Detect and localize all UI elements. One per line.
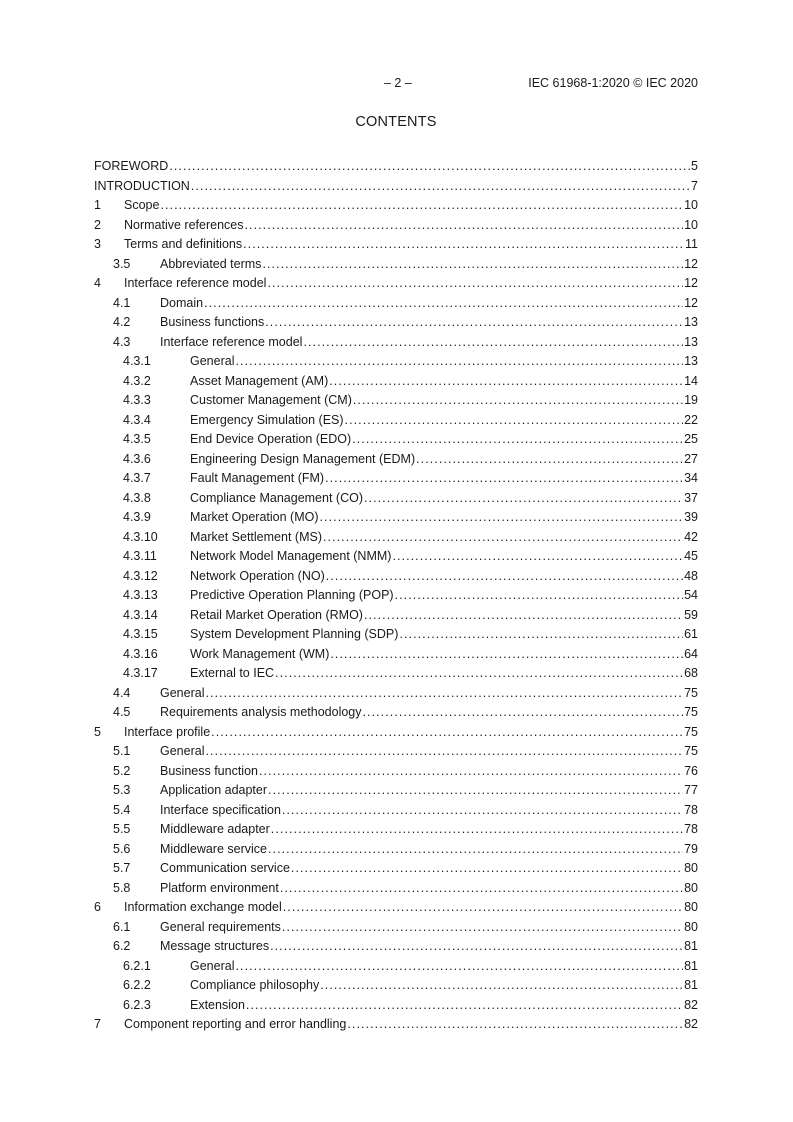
toc-entry-number: 4.3 [113,334,131,349]
toc-entry-page: 77 [683,781,698,801]
toc-entry-body [190,372,698,392]
table-of-contents [94,157,698,1035]
dot-leader [169,157,690,177]
toc-entry-number: 4.3.2 [123,373,151,388]
toc-entry-page: 78 [683,801,698,821]
toc-entry-label: Normative references [124,216,245,236]
toc-entry-label: General [190,352,235,372]
toc-entry-number: 5.5 [113,822,131,836]
toc-entry-body [124,723,698,743]
toc-entry[interactable] [94,606,698,626]
toc-entry-body [190,645,698,665]
toc-entry-body [124,216,698,236]
toc-entry-body [190,430,698,450]
toc-entry[interactable] [94,450,698,470]
dot-leader [399,625,683,645]
toc-entry-page: 12 [683,294,698,314]
toc-entry-label: Interface profile [124,723,211,743]
toc-entry-number: 5.3 [113,783,131,797]
toc-entry-body [190,976,698,996]
toc-entry-number: 5.6 [113,841,131,856]
toc-entry[interactable] [94,235,698,255]
toc-entry-number: 4.3.9 [123,510,151,524]
toc-entry-label: General [190,957,235,977]
toc-entry[interactable] [94,274,698,294]
dot-leader [246,996,683,1016]
toc-entry-number: 4.5 [113,705,131,719]
toc-entry-number: 5 [94,724,101,739]
dot-leader [205,742,683,762]
dot-leader [363,703,684,723]
contents-title: CONTENTS [355,114,437,130]
toc-entry-number: 7 [94,1017,101,1031]
toc-entry-number: 4.1 [113,295,131,310]
toc-entry-page: 81 [683,976,698,996]
toc-entry[interactable] [94,840,698,860]
toc-entry-page: 80 [683,879,698,899]
toc-entry-body [124,274,698,294]
dot-leader [352,430,683,450]
toc-entry[interactable] [94,196,698,216]
toc-entry-page: 22 [683,411,698,431]
toc-entry-number: 4 [94,276,101,290]
standard-identifier: IEC 61968-1:2020 © IEC 2020 [528,76,698,90]
toc-entry-page: 54 [683,586,698,606]
toc-entry-body [160,840,698,860]
toc-entry[interactable] [94,508,698,528]
toc-entry-page: 76 [683,762,698,782]
toc-entry[interactable] [94,333,698,353]
dot-leader [345,411,684,431]
toc-entry-page: 61 [683,625,698,645]
toc-entry-body [190,469,698,489]
dot-leader [282,918,683,938]
toc-entry-label: Business function [160,762,259,782]
dot-leader [303,333,683,353]
toc-entry-label: Business functions [160,313,265,333]
dot-leader [280,879,683,899]
dot-leader [416,450,683,470]
toc-entry-page: 7 [690,177,698,197]
toc-entry-page: 27 [683,450,698,470]
toc-entry[interactable] [94,372,698,392]
toc-entry-body [190,996,698,1016]
toc-entry-page: 45 [683,547,698,567]
toc-entry-body [190,411,698,431]
toc-entry-body [160,684,698,704]
toc-entry-label: Communication service [160,859,291,879]
toc-entry-body [160,918,698,938]
toc-entry-number: 4.3.16 [123,646,158,661]
toc-entry-page: 68 [683,664,698,684]
toc-entry-page: 13 [683,313,698,333]
toc-entry-body [190,567,698,587]
toc-entry-label: Component reporting and error handling [124,1015,347,1035]
toc-entry-number: 5.8 [113,880,131,895]
toc-entry-number: 2 [94,217,101,232]
dot-leader [262,255,683,275]
toc-entry-body [160,801,698,821]
toc-entry[interactable] [94,469,698,489]
toc-entry[interactable] [94,567,698,587]
dot-leader [329,372,683,392]
toc-entry-body [190,508,698,528]
toc-entry[interactable] [94,586,698,606]
toc-entry-body [124,898,698,918]
toc-entry-page: 82 [683,996,698,1016]
dot-leader [330,645,683,665]
toc-entry-body [190,352,698,372]
toc-entry-page: 80 [683,918,698,938]
toc-entry[interactable] [94,684,698,704]
toc-entry-body [160,313,698,333]
toc-entry-page: 82 [683,1015,698,1035]
toc-entry-page: 13 [683,352,698,372]
toc-entry-number: 4.3.1 [123,354,151,368]
toc-entry-page: 11 [684,235,698,255]
dot-leader [204,294,683,314]
toc-entry-label: Middleware adapter [160,820,271,840]
toc-entry-page: 80 [683,898,698,918]
toc-entry-label: Interface reference model [160,333,303,353]
dot-leader [205,684,683,704]
toc-entry-body [190,547,698,567]
dot-leader [320,976,683,996]
toc-entry-label: Interface specification [160,801,282,821]
dot-leader [323,528,683,548]
toc-entry-body [190,489,698,509]
toc-entry-number: 4.3.8 [123,490,151,505]
toc-entry-label: System Development Planning (SDP) [190,625,399,645]
dot-leader [259,762,683,782]
toc-entry-body [190,391,698,411]
toc-entry-number: 4.3.4 [123,412,151,427]
toc-entry-label: Work Management (WM) [190,645,330,665]
toc-entry-label: Market Operation (MO) [190,508,320,528]
toc-entry[interactable] [94,547,698,567]
dot-leader [325,469,683,489]
toc-entry-body [124,196,698,216]
toc-entry-number: 3 [94,237,101,251]
toc-entry-number: 4.3.11 [123,549,157,563]
toc-entry[interactable] [94,391,698,411]
toc-entry-body [160,859,698,879]
toc-entry-label: Platform environment [160,879,280,899]
toc-entry-body [160,879,698,899]
dot-leader [326,567,683,587]
toc-entry-page: 37 [683,489,698,509]
toc-entry-label: Market Settlement (MS) [190,528,323,548]
toc-entry-body [160,937,698,957]
toc-entry-number: 6.2.1 [123,958,151,973]
dot-leader [364,606,683,626]
toc-entry[interactable] [94,645,698,665]
toc-entry[interactable] [94,157,698,177]
toc-entry-page: 13 [683,333,698,353]
toc-entry-page: 42 [683,528,698,548]
dot-leader [282,801,683,821]
toc-entry-page: 12 [683,255,698,275]
toc-entry[interactable] [94,918,698,938]
toc-entry-number: 4.4 [113,685,131,700]
dot-leader [275,664,683,684]
toc-entry[interactable] [94,177,698,197]
toc-entry-number: 4.3.12 [123,568,158,583]
toc-entry[interactable] [94,898,698,918]
toc-entry-body [160,820,698,840]
toc-entry[interactable] [94,859,698,879]
toc-entry-number: 6.1 [113,919,131,934]
toc-entry-number: 4.3.14 [123,607,158,622]
toc-entry[interactable] [94,957,698,977]
toc-entry[interactable] [94,489,698,509]
toc-entry-page: 59 [683,606,698,626]
toc-entry[interactable] [94,216,698,236]
toc-entry[interactable] [94,664,698,684]
toc-entry[interactable] [94,430,698,450]
toc-entry-label: INTRODUCTION [94,177,191,197]
toc-entry-number: 6 [94,900,101,914]
dot-leader [268,781,683,801]
toc-entry-page: 5 [690,157,698,177]
toc-entry[interactable] [94,313,698,333]
dot-leader [211,723,683,743]
toc-entry-page: 10 [683,216,698,236]
toc-entry-page: 75 [683,742,698,762]
toc-entry-label: Middleware service [160,840,268,860]
dot-leader [267,274,683,294]
toc-entry-body [190,664,698,684]
toc-entry-body [190,606,698,626]
toc-entry-label: End Device Operation (EDO) [190,430,352,450]
dot-leader [235,957,683,977]
toc-entry-label: Compliance philosophy [190,976,320,996]
toc-entry-page: 81 [683,957,698,977]
dot-leader [395,586,684,606]
toc-entry-page: 81 [683,937,698,957]
toc-entry-body [190,625,698,645]
toc-entry-number: 6.2.2 [123,978,151,992]
toc-entry-page: 80 [683,859,698,879]
dot-leader [291,859,683,879]
toc-entry-label: Engineering Design Management (EDM) [190,450,416,470]
toc-entry[interactable] [94,255,698,275]
dot-leader [160,196,683,216]
toc-entry-label: Abbreviated terms [160,255,262,275]
toc-entry[interactable] [94,937,698,957]
toc-entry[interactable] [94,781,698,801]
dot-leader [347,1015,683,1035]
toc-entry-label: Asset Management (AM) [190,372,329,392]
toc-entry-label: Interface reference model [124,274,267,294]
toc-entry[interactable] [94,879,698,899]
toc-entry-number: 5.4 [113,802,131,817]
toc-entry[interactable] [94,996,698,1016]
toc-entry-label: Scope [124,196,160,216]
toc-entry-label: General [160,742,205,762]
toc-entry-page: 34 [683,469,698,489]
toc-entry-label: Retail Market Operation (RMO) [190,606,364,626]
toc-entry-body [190,450,698,470]
toc-entry-page: 64 [683,645,698,665]
toc-entry[interactable] [94,801,698,821]
toc-entry-label: Domain [160,294,204,314]
dot-leader [265,313,683,333]
toc-entry-body [190,957,698,977]
toc-entry-label: Network Operation (NO) [190,567,326,587]
toc-entry-page: 19 [683,391,698,411]
dot-leader [364,489,683,509]
page-header [94,76,698,92]
toc-entry[interactable] [94,976,698,996]
toc-entry-label: Message structures [160,937,270,957]
dot-leader [243,235,684,255]
dot-leader [235,352,683,372]
toc-entry-body [160,781,698,801]
toc-entry[interactable] [94,294,698,314]
toc-entry[interactable] [94,820,698,840]
toc-entry-number: 4.3.5 [123,432,151,446]
dot-leader [268,840,683,860]
toc-entry-body [94,157,698,177]
toc-entry-label: Fault Management (FM) [190,469,325,489]
toc-entry-body [190,586,698,606]
dot-leader [320,508,684,528]
toc-entry-body [160,294,698,314]
toc-entry-body [160,762,698,782]
toc-entry-label: Application adapter [160,781,268,801]
toc-entry-number: 4.3.17 [123,666,158,680]
toc-entry[interactable] [94,703,698,723]
toc-entry-label: Requirements analysis methodology [160,703,363,723]
toc-entry[interactable] [94,762,698,782]
toc-entry[interactable] [94,742,698,762]
toc-entry-number: 4.3.6 [123,451,151,466]
dot-leader [270,937,683,957]
toc-entry-label: Compliance Management (CO) [190,489,364,509]
dot-leader [271,820,683,840]
toc-entry-number: 4.3.3 [123,393,151,407]
toc-entry-label: Emergency Simulation (ES) [190,411,345,431]
toc-entry-body [94,177,698,197]
toc-entry-page: 10 [683,196,698,216]
toc-entry-label: External to IEC [190,664,275,684]
dot-leader [245,216,684,236]
toc-entry-body [160,255,698,275]
toc-entry-number: 4.2 [113,315,131,329]
toc-entry-body [190,528,698,548]
toc-entry-body [124,1015,698,1035]
toc-entry-label: Terms and definitions [124,235,243,255]
dot-leader [392,547,683,567]
toc-entry-label: General [160,684,205,704]
toc-entry[interactable] [94,1015,698,1035]
toc-entry-label: FOREWORD [94,157,169,177]
dot-leader [191,177,690,197]
toc-entry-label: Customer Management (CM) [190,391,353,411]
toc-entry-number: 4.3.7 [123,471,151,485]
toc-entry-page: 48 [683,567,698,587]
toc-entry-body [160,742,698,762]
page-number: – 2 – [384,76,412,90]
dot-leader [283,898,683,918]
toc-entry-label: Information exchange model [124,898,283,918]
toc-entry-label: Network Model Management (NMM) [190,547,392,567]
toc-entry-label: Extension [190,996,246,1016]
toc-entry-number: 5.2 [113,763,131,778]
toc-entry-number: 3.5 [113,256,131,271]
toc-entry-label: General requirements [160,918,282,938]
toc-entry-number: 4.3.15 [123,627,158,641]
toc-entry-body [160,333,698,353]
toc-entry[interactable] [94,528,698,548]
toc-entry-page: 75 [683,703,698,723]
toc-entry-page: 79 [683,840,698,860]
toc-entry-number: 4.3.10 [123,529,158,544]
toc-entry-page: 75 [683,723,698,743]
toc-entry[interactable] [94,352,698,372]
toc-entry-page: 39 [683,508,698,528]
toc-entry-number: 6.2.3 [123,997,151,1012]
toc-entry-body [160,703,698,723]
toc-entry-number: 6.2 [113,939,131,953]
dot-leader [353,391,683,411]
toc-entry-number: 5.1 [113,744,131,758]
toc-entry-number: 5.7 [113,861,131,875]
toc-entry-number: 4.3.13 [123,588,158,602]
toc-entry[interactable] [94,625,698,645]
toc-entry-page: 25 [683,430,698,450]
toc-entry[interactable] [94,723,698,743]
toc-entry-page: 14 [683,372,698,392]
toc-entry-page: 75 [683,684,698,704]
toc-entry-page: 78 [683,820,698,840]
toc-entry-page: 12 [683,274,698,294]
toc-entry-label: Predictive Operation Planning (POP) [190,586,395,606]
toc-entry[interactable] [94,411,698,431]
toc-entry-number: 1 [94,198,101,212]
toc-entry-body [124,235,698,255]
